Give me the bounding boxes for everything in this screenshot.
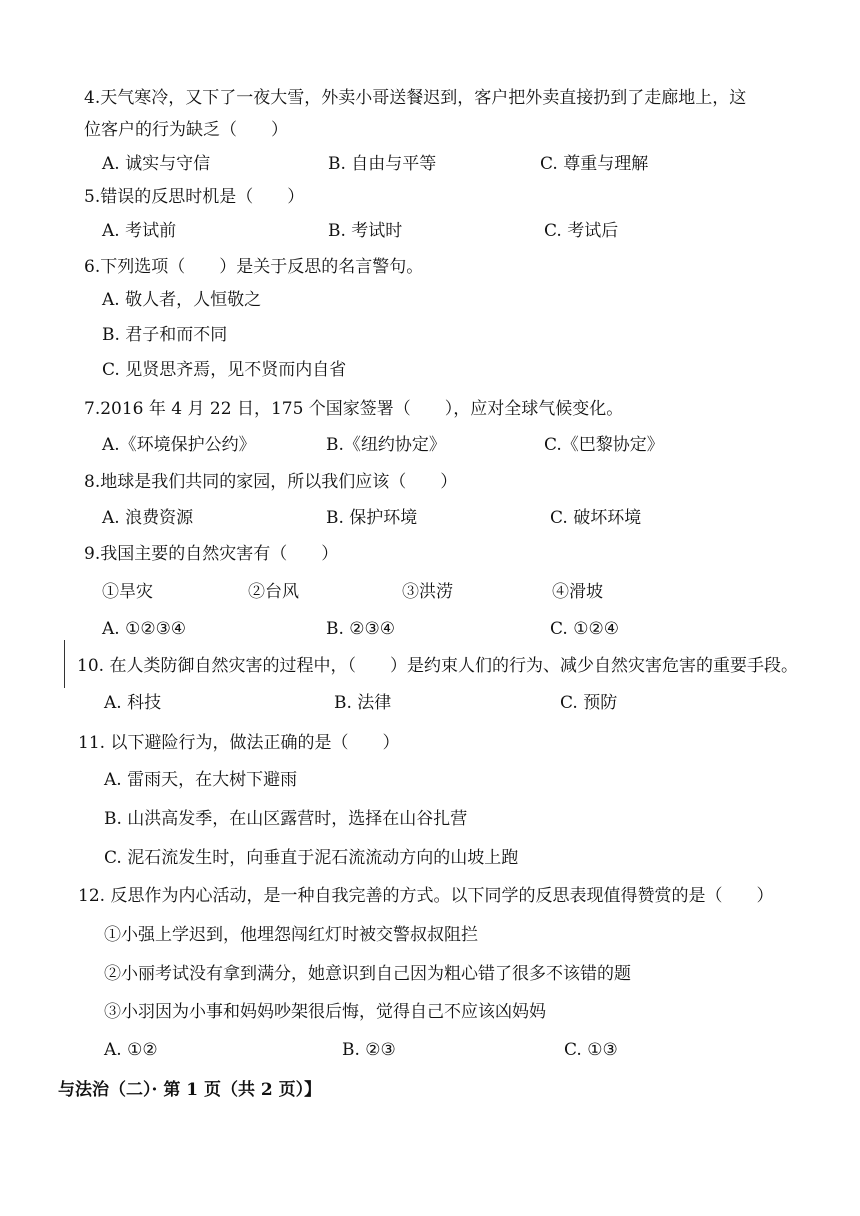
page-footer: 与法治（二）· 第 1 页（共 2 页）】 <box>58 1080 322 1100</box>
question-8-option-c[interactable]: C. 破坏环境 <box>550 508 642 528</box>
question-12-option-b[interactable]: B. ②③ <box>342 1040 396 1060</box>
margin-line <box>64 640 65 688</box>
question-4-option-b[interactable]: B. 自由与平等 <box>328 154 437 174</box>
question-7-option-b[interactable]: B.《纽约协定》 <box>326 435 446 455</box>
question-6-option-a[interactable]: A. 敬人者，人恒敬之 <box>102 290 262 310</box>
question-11-line-1: 11. 以下避险行为，做法正确的是（ ） <box>78 733 400 753</box>
question-5-option-c[interactable]: C. 考试后 <box>544 221 619 241</box>
question-5-option-a[interactable]: A. 考试前 <box>102 221 177 241</box>
question-9-option-b[interactable]: B. ②③④ <box>326 619 396 639</box>
question-4-line-2: 位客户的行为缺乏（ ） <box>84 120 288 140</box>
question-9-item-1: ①旱灾 <box>102 582 153 602</box>
question-5-line-1: 5.错误的反思时机是（ ） <box>84 187 305 207</box>
question-12-item-3: ③小羽因为小事和妈妈吵架很后悔，觉得自己不应该凶妈妈 <box>104 1002 546 1022</box>
question-9-line-1: 9.我国主要的自然灾害有（ ） <box>84 544 339 564</box>
question-6-option-b[interactable]: B. 君子和而不同 <box>102 325 228 345</box>
question-12-item-2: ②小丽考试没有拿到满分，她意识到自己因为粗心错了很多不该错的题 <box>104 964 631 984</box>
question-12-item-1: ①小强上学迟到，他埋怨闯红灯时被交警叔叔阻拦 <box>104 925 478 945</box>
question-12-line-1: 12. 反思作为内心活动，是一种自我完善的方式。以下同学的反思表现值得赞赏的是（ ） <box>78 886 774 906</box>
question-7-line-1: 7.2016 年 4 月 22 日，175 个国家签署（ ），应对全球气候变化。 <box>84 399 624 419</box>
question-4-line-1: 4.天气寒冷，又下了一夜大雪，外卖小哥送餐迟到，客户把外卖直接扔到了走廊地上，这 <box>84 88 747 108</box>
question-12-option-c[interactable]: C. ①③ <box>564 1040 618 1060</box>
question-4-option-a[interactable]: A. 诚实与守信 <box>102 154 211 174</box>
question-5-option-b[interactable]: B. 考试时 <box>328 221 403 241</box>
question-10-option-a[interactable]: A. 科技 <box>104 693 162 713</box>
question-10-line-1: 10. 在人类防御自然灾害的过程中，（ ）是约束人们的行为、减少自然灾害危害的重要手段。 <box>77 656 798 676</box>
question-8-option-b[interactable]: B. 保护环境 <box>326 508 418 528</box>
question-10-option-b[interactable]: B. 法律 <box>334 693 392 713</box>
question-7-option-a[interactable]: A.《环境保护公约》 <box>102 435 256 455</box>
question-11-option-c[interactable]: C. 泥石流发生时，向垂直于泥石流流动方向的山坡上跑 <box>104 848 519 868</box>
question-8-line-1: 8.地球是我们共同的家园，所以我们应该（ ） <box>84 472 458 492</box>
question-4-option-c[interactable]: C. 尊重与理解 <box>540 154 649 174</box>
question-6-option-c[interactable]: C. 见贤思齐焉，见不贤而内自省 <box>102 360 347 380</box>
question-7-option-c[interactable]: C.《巴黎协定》 <box>544 435 664 455</box>
question-11-option-a[interactable]: A. 雷雨天，在大树下避雨 <box>104 770 298 790</box>
question-9-item-3: ③洪涝 <box>402 582 453 602</box>
question-9-item-4: ④滑坡 <box>552 582 603 602</box>
question-8-option-a[interactable]: A. 浪费资源 <box>102 508 194 528</box>
question-9-item-2: ②台风 <box>248 582 299 602</box>
question-9-option-a[interactable]: A. ①②③④ <box>102 619 187 639</box>
question-6-line-1: 6.下列选项（ ）是关于反思的名言警句。 <box>84 257 424 277</box>
question-11-option-b[interactable]: B. 山洪高发季，在山区露营时，选择在山谷扎营 <box>104 809 468 829</box>
question-10-option-c[interactable]: C. 预防 <box>560 693 618 713</box>
question-12-option-a[interactable]: A. ①② <box>104 1040 158 1060</box>
question-9-option-c[interactable]: C. ①②④ <box>550 619 619 639</box>
